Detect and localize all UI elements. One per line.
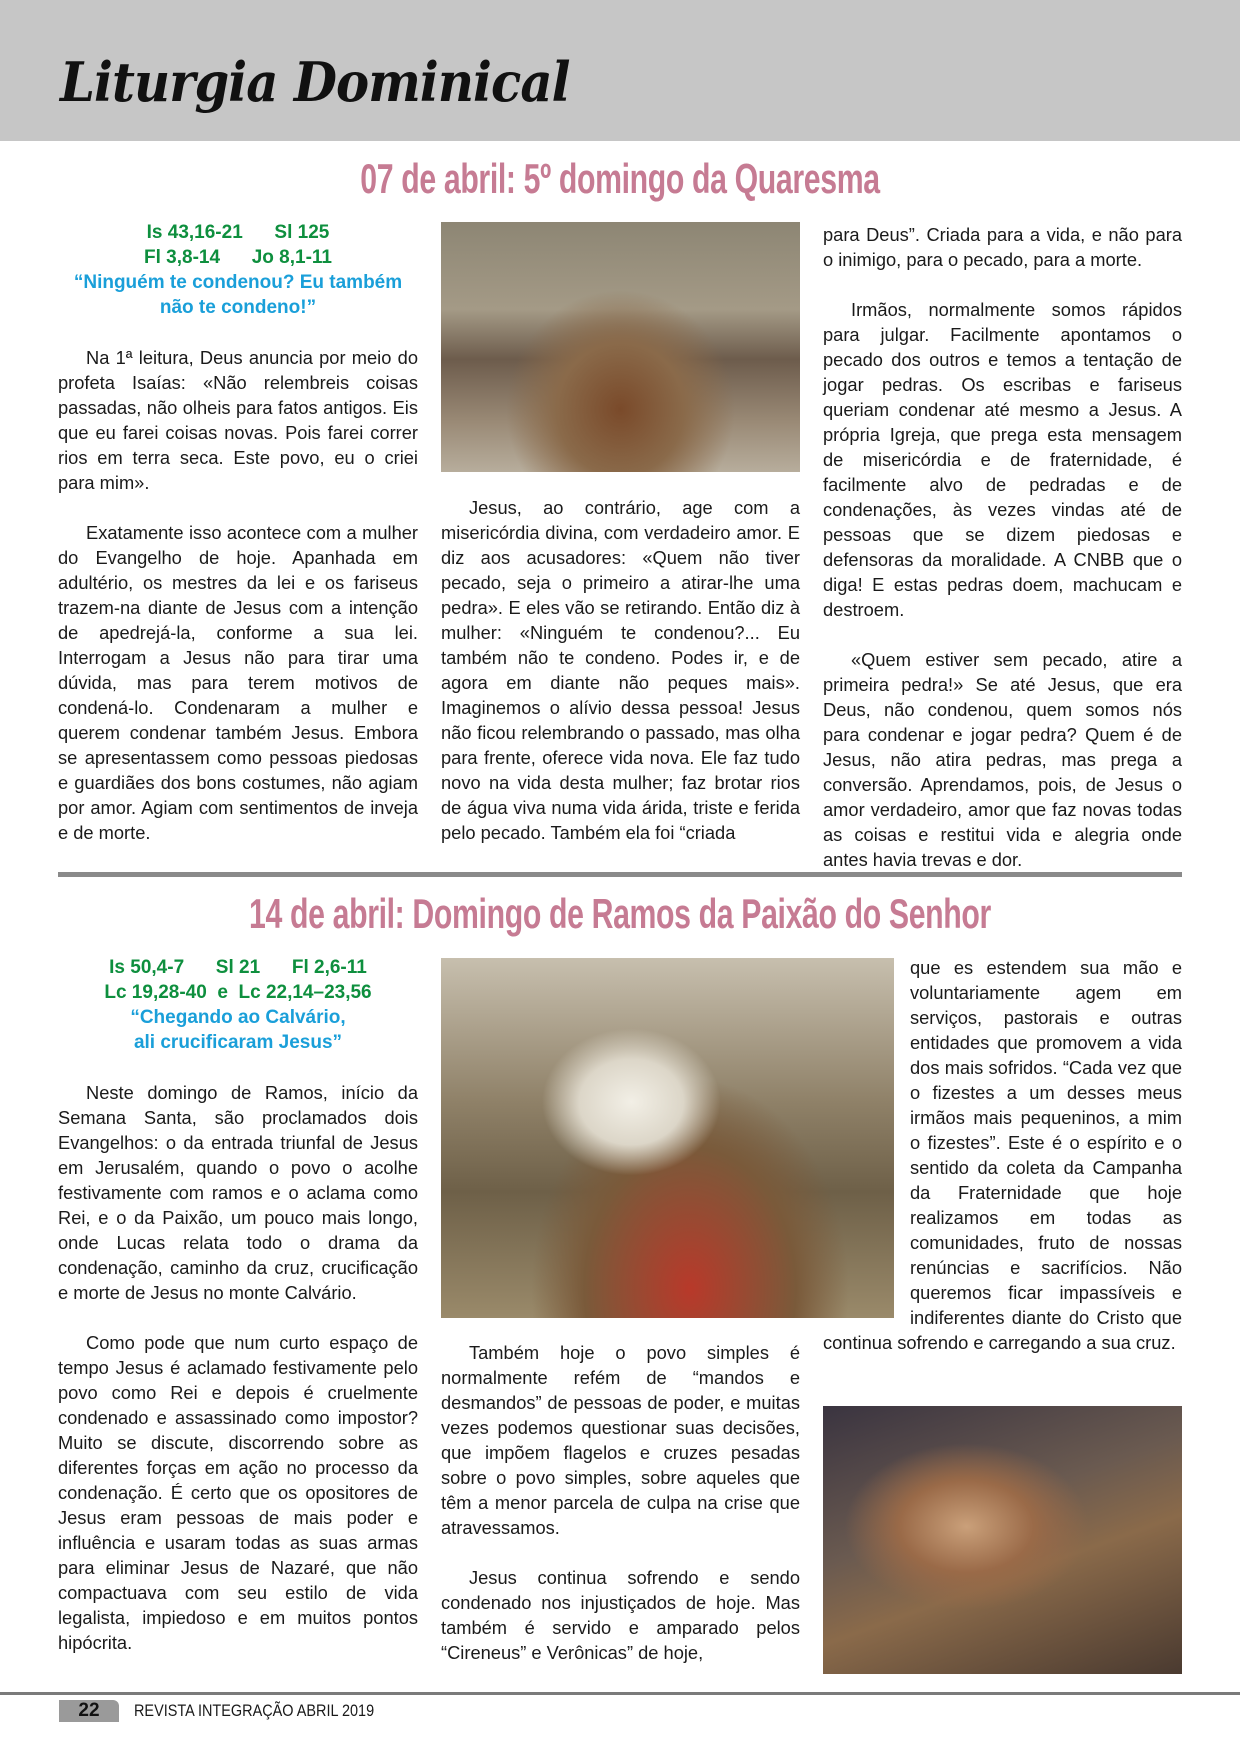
paragraph: para Deus”. Criada para a vida, e não para o inimigo, para o pecado, para a morte. [823,224,1182,270]
readings-line: Fl 3,8-14 Jo 8,1-11 [144,247,332,268]
crucifixion-image [823,1406,1182,1674]
section2-readings [58,955,418,1055]
magazine-issue: REVISTA INTEGRAÇÃO ABRIL 2019 [134,1701,375,1720]
page-header [0,0,1240,141]
footer-rule [0,1692,1240,1695]
section1-title: 07 de abril: 5º domingo da Quaresma [360,155,880,202]
section1-column3 [823,222,1182,897]
paragraph: «Quem estiver sem pecado, atire a primeira pedra!» Se até Jesus, que era Deus, não condenou, quem somos nós para condenar e jogar pedra? Quem é de Jesus, não atira pedras, mas prega a conversão. Aprendamos, pois, de Jesus o amor verdadeiro, amor que faz novas todas as coisas e restitui vida e alegria onde antes havia trevas e dor. [823,649,1182,870]
paragraph: Como pode que num curto espaço de tempo Jesus é aclamado festivamente pelo povo como Rei e depois é cruelmente condenado e assassinado como impostor? Muito se discute, discorrendo sobre as diferentes forças em ação no processo da condenação. É certo que os opositores de Jesus eram pessoas de mais poder e influência e usaram todas as suas armas para eliminar Jesus de Nazaré, que não compactuava com seu estilo de vida legalista, impiedoso e em muitos pontos hipócrita. [58,1332,418,1653]
paragraph: que es estendem sua mão e voluntariamente agem em serviços, pastorais e outras entidades que promovem a vida dos mais sofridos. “Cada vez que o fizestes a um desses meus irmãos mais pequeninos, a mim o fizestes”. Este é o espírito e o sentido da coleta da Campanha da Fraternidade que hoje realizamos em todas as comunidades, fruto de nossas renúncias e sacrifícios. Não queremos ficar impassíveis e indiferentes diante do Cristo que continua sofrendo e carregando a sua cruz. [823,957,1182,1353]
readings-line: Is 50,4-7 Sl 21 Fl 2,6-11 [109,957,367,978]
paragraph: Jesus continua sofrendo e sendo condenado nos injustiçados de hoje. Mas também é servido e amparado pelos “Cireneus” e Verônicas” de hoje, [441,1567,800,1663]
paragraph: Exatamente isso acontece com a mulher do Evangelho de hoje. Apanhada em adultério, os mestres da lei e os fariseus trazem-na diante de Jesus com a intenção de apedrejá-la, conforme a sua lei. Interrogam a Jesus não para tirar uma dúvida, mas para terem motivos de condená-lo. Condenaram a mulher e querem condenar também Jesus. Embora se apresentassem como pessoas piedosas e guardiães dos bons costumes, não agiam por amor. Agiam com sentimentos de inveja e de morte. [58,522,418,843]
paragraph: Neste domingo de Ramos, início da Semana Santa, são proclamados dois Evangelhos: o da entrada triunfal de Jesus em Jerusalém, quando o povo o acolhe festivamente com ramos e o aclama como Rei, e o da Paixão, um pouco mais longo, onde Lucas relata todo o drama da condenação, caminho da cruz, crucificação e morte de Jesus no monte Calvário. [58,1082,418,1303]
readings-quote: “Ninguém te condenou? Eu também não te condeno!” [73,272,403,318]
section2-column2 [441,1340,800,1690]
paragraph: Jesus, ao contrário, age com a misericórdia divina, com verdadeiro amor. E diz aos acusadores: «Quem não tiver pecado, seja o primeiro a atirar-lhe uma pedra». E eles vão se retirando. Então diz à mulher: «Ninguém te condenou?... Eu também não te condeno. Podes ir, e de agora em diante não peques mais». Imaginemos o alívio dessa pessoa! Jesus não ficou relembrando o passado, mas olha para frente, oferece vida nova. Ele faz tudo novo na vida desta mulher; faz brotar rios de água viva numa vida árida, triste e ferida pelo pecado. Também ela foi “criada [441,497,800,843]
section-brand-title: Liturgia Dominical [60,50,570,114]
section1-readings [58,220,418,320]
paragraph: Irmãos, normalmente somos rápidos para julgar. Facilmente apontamos o pecado dos outros e temos a tentação de jogar pedras. Os escribas e fariseus queriam condenar até mesmo a Jesus. A própria Igreja, que prega esta mensagem de misericórdia e de fraternidade, é facilmente alvo de pedradas e de condenações, às vezes vindas até de pessoas que se dizem piedosas e defensoras da moralidade. A CNBB que o diga! E estas pedras doem, machucam e destroem. [823,299,1182,620]
section1-column2 [441,495,800,870]
section2-title: 14 de abril: Domingo de Ramos da Paixão do Senhor [249,890,991,937]
readings-line: Lc 19,28-40 e Lc 22,14–23,56 [104,982,372,1003]
paragraph: Na 1ª leitura, Deus anuncia por meio do profeta Isaías: «Não relembreis coisas passadas, não olheis para fatos antigos. Eis que eu farei coisas novas. Pois farei correr rios em terra seca. Este povo, eu o criei para mim». [58,347,418,493]
section-divider [58,872,1182,877]
paragraph: Também hoje o povo simples é normalmente refém de “mandos e desmandos” de pessoas de poder, e muitas vezes podemos questionar suas decisões, que impõem flagelos e cruzes pesadas sobre o povo simples, sobre aqueles que têm a menor parcela de culpa na crise que atravessamos. [441,1342,800,1538]
page-number: 22 [59,1700,119,1722]
woman-caught-in-adultery-image [441,222,800,472]
section2-column1 [58,1080,418,1680]
section1-column1 [58,345,418,870]
readings-line: Is 43,16-21 Sl 125 [146,222,330,243]
readings-quote: “Chegando ao Calvário, ali crucificaram Jesus” [130,1007,346,1053]
section2-column3 [823,955,1182,1380]
